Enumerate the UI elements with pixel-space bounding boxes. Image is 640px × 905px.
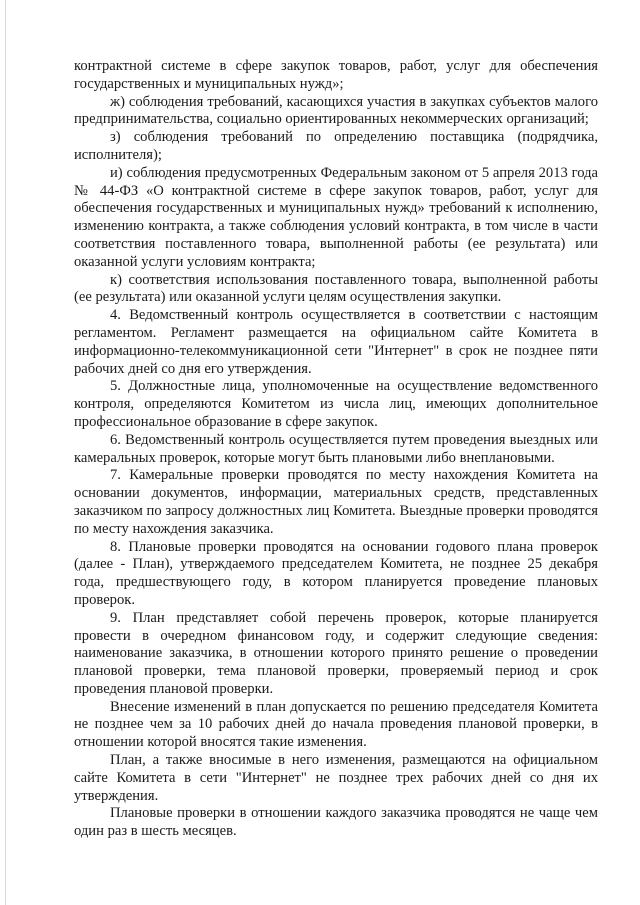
paragraph-clause-4: 4. Ведомственный контроль осуществляется в соответствии с настоящим регламентом. Регламент размещается на официальном сайте Комитета в информационно-телекоммуникационной сети "Интернет" в срок не позднее пяти рабочих дней со дня его утверждения. xyxy=(74,307,598,377)
paragraph-continuation: контрактной системе в сфере закупок товаров, работ, услуг для обеспечения государственных и муниципальных нужд»; xyxy=(74,58,598,92)
paragraph-clause-9: 9. План представляет собой перечень проверок, которые планируется провести в очередном финансовом году, и содержит следующие сведения: наименование заказчика, в отношении которого принято решение о проведении плановой проверки, тема плановой проверки, проверяемый период и срок проведения плановой проверки. xyxy=(74,609,598,697)
paragraph-item-zh: ж) соблюдения требований, касающихся участия в закупках субъектов малого предпринимательства, социально ориентированных некоммерческих организаций; xyxy=(74,93,598,128)
paragraph-item-i: и) соблюдения предусмотренных Федеральным законом от 5 апреля 2013 года № 44-ФЗ «О контрактной системе в сфере закупок товаров, работ, услуг для обеспечения государственных и муниципальных нужд» требований к исполнению, изменению контракта, а также соблюдения условий контракта, в том числе в части соответствия поставленного товара, выполненной работы (ее результата) или оказанной услуги условиям контракта; xyxy=(74,164,598,270)
paragraph-clause-7: 7. Камеральные проверки проводятся по месту нахождения Комитета на основании документов, информации, материальных средств, представленных заказчиком по запросу должностных лиц Комитета. Выездные проверки проводятся по месту нахождения заказчика. xyxy=(74,467,598,537)
paragraph-inspection-frequency: Плановые проверки в отношении каждого заказчика проводятся не чаще чем один раз в шесть месяцев. xyxy=(74,805,598,840)
paragraph-clause-6: 6. Ведомственный контроль осуществляется путем проведения выездных или камеральных проверок, которые могут быть плановыми либо внеплановыми. xyxy=(74,431,598,466)
paragraph-item-z: з) соблюдения требований по определению поставщика (подрядчика, исполнителя); xyxy=(74,129,598,163)
paragraph-plan-publication: План, а также вносимые в него изменения, размещаются на официальном сайте Комитета в сети "Интернет" не позднее трех рабочих дней со дня их утверждения. xyxy=(74,752,598,804)
paragraph-clause-8: 8. Плановые проверки проводятся на основании годового плана проверок (далее - План), утверждаемого председателем Комитета, не позднее 25 декабря года, предшествующего году, в котором планируется проведение плановых проверок. xyxy=(74,538,598,608)
paragraph-clause-5: 5. Должностные лица, уполномоченные на осуществление ведомственного контроля, определяются Комитетом из числа лиц, имеющих дополнительное профессиональное образование в сфере закупок. xyxy=(74,378,598,430)
paragraph-plan-changes: Внесение изменений в план допускается по решению председателя Комитета не позднее чем за 10 рабочих дней до начала проведения плановой проверки, в отношении которой вносятся такие изменения. xyxy=(74,698,598,751)
paragraph-item-k: к) соответствия использования поставленного товара, выполненной работы (ее результата) или оказанной услуги целям осуществления закупки. xyxy=(74,271,598,306)
